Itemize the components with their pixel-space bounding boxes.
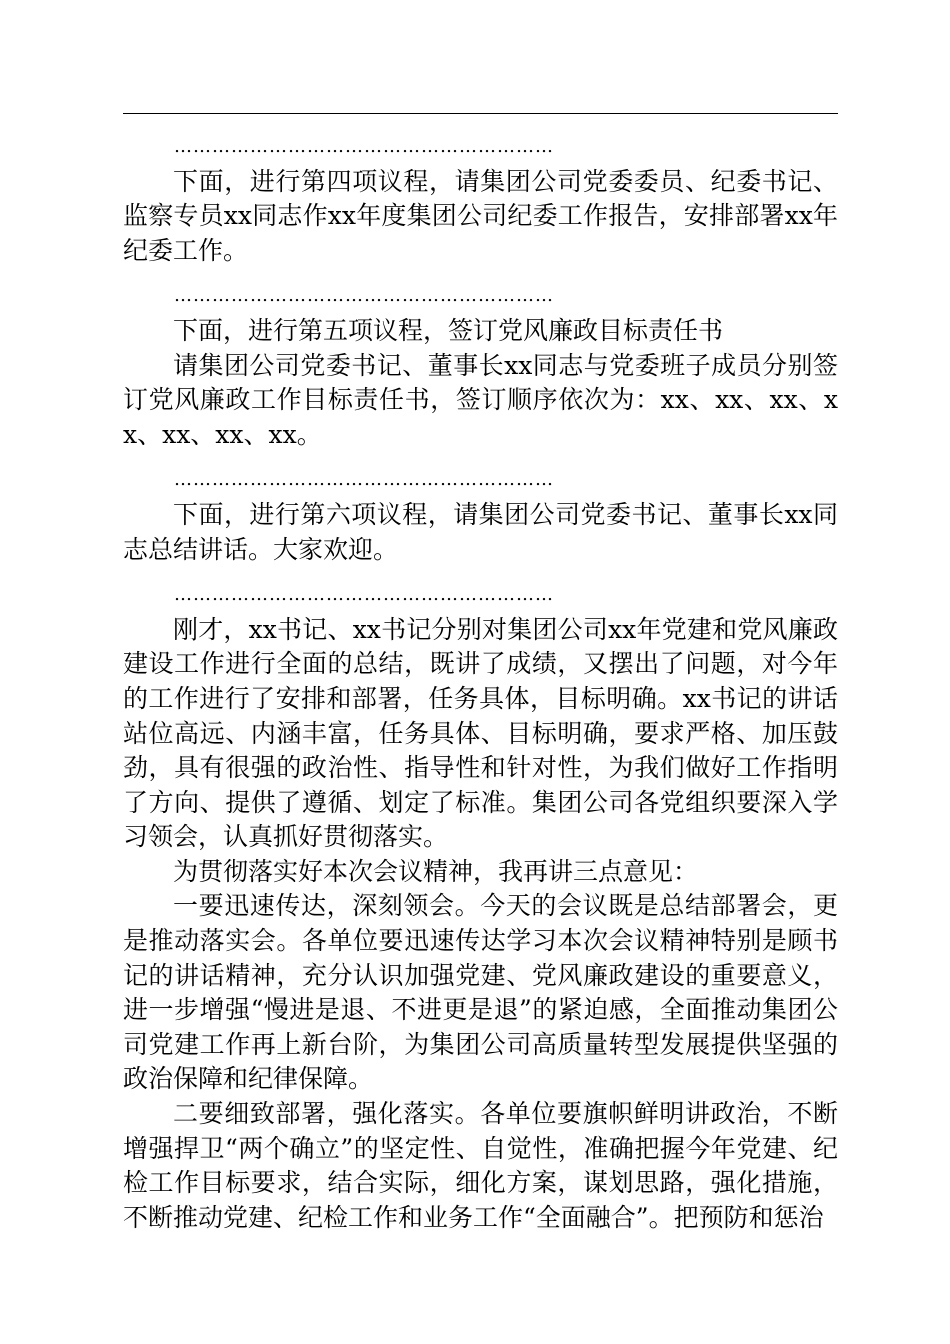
header-rule <box>123 113 838 114</box>
ellipsis-separator: …………………………………………………… <box>174 285 554 307</box>
paragraph-summary: 刚才，xx书记、xx书记分别对集团公司xx年党建和党风廉政建设工作进行全面的总结，既讲了成绩，又摆出了问题，对今年的工作进行了安排和部署，任务具体，目标明确。xx书记的讲话站位高远、内涵丰富，任务具体、目标明确，要求严格、加压鼓劲，具有很强的政治性、指导性和针对性，为我们做好工作指明了方向、提供了遵循、划定了标准。集团公司各党组织要深入学习领会，认真抓好贯彻落实。 <box>123 614 838 852</box>
paragraph-point-two: 二要细致部署，强化落实。各单位要旗帜鲜明讲政治，不断增强捍卫“两个确立”的坚定性、自觉性，准确把握今年党建、纪检工作目标要求，结合实际，细化方案，谋划思路，强化措施，不断推动党建、纪检工作和业务工作“全面融合”。把预防和惩治 <box>123 1099 838 1232</box>
ellipsis-separator: …………………………………………………… <box>174 136 554 157</box>
paragraph-agenda-five: 下面，进行第五项议程，签订党风廉政目标责任书 <box>173 315 724 345</box>
paragraph-sign-responsibility: 请集团公司党委书记、董事长xx同志与党委班子成员分别签订党风廉政工作目标责任书，签订顺序依次为：xx、xx、xx、xx、xx、xx、xx。 <box>123 350 838 449</box>
paragraph-three-points-intro: 为贯彻落实好本次会议精神，我再讲三点意见： <box>173 856 699 886</box>
paragraph-agenda-six: 下面，进行第六项议程，请集团公司党委书记、董事长xx同志总结讲话。大家欢迎。 <box>123 499 838 564</box>
paragraph-agenda-four: 下面，进行第四项议程，请集团公司党委委员、纪委书记、监察专员xx同志作xx年度集团公司纪委工作报告，安排部署xx年纪委工作。 <box>123 166 838 265</box>
document-body <box>123 130 838 1235</box>
ellipsis-separator: …………………………………………………… <box>174 584 554 606</box>
document-page <box>123 0 838 1344</box>
ellipsis-separator: …………………………………………………… <box>174 469 554 491</box>
paragraph-point-one: 一要迅速传达，深刻领会。今天的会议既是总结部署会，更是推动落实会。各单位要迅速传达学习本次会议精神特别是顾书记的讲话精神，充分认识加强党建、党风廉政建设的重要意义，进一步增强“慢进是退、不进更是退”的紧迫感，全面推动集团公司党建工作再上新台阶，为集团公司高质量转型发展提供坚强的政治保障和纪律保障。 <box>123 891 838 1094</box>
